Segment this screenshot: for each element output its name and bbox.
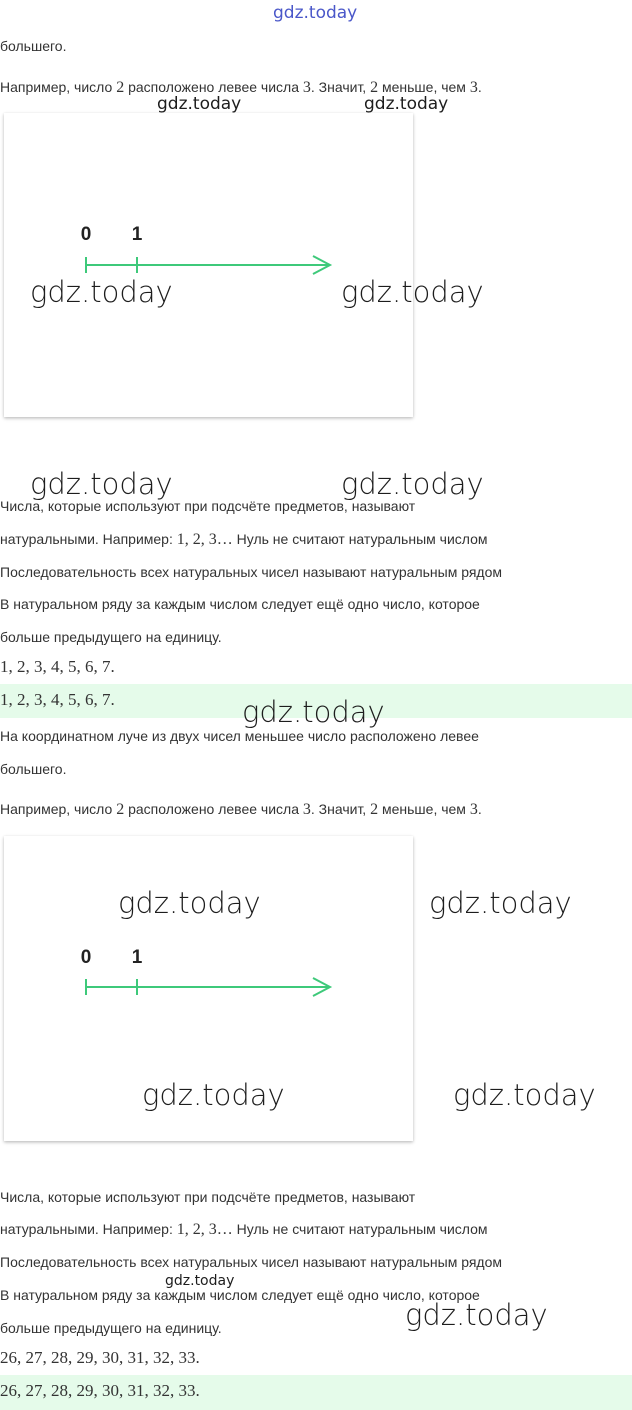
example-sentence: Например, число 2 расположено левее числа 3. Значит, 2 меньше, чем 3.: [0, 79, 482, 96]
definition-line-5: больше предыдущего на единицу.: [0, 629, 222, 645]
coordinate-ray-diagram: [4, 113, 413, 417]
watermark: gdz.today: [30, 467, 173, 501]
watermark: gdz.today: [242, 695, 385, 729]
watermark: gdz.today: [405, 1298, 548, 1332]
rule-line-1: На координатном луче из двух чисел меньшее число расположено левее: [0, 728, 479, 744]
definition-line-4: В натуральном ряду за каждым числом следует ещё одно число, которое: [0, 1287, 480, 1303]
answer-sequence: 26, 27, 28, 29, 30, 31, 32, 33.: [0, 1381, 200, 1400]
watermark: gdz.today: [341, 275, 484, 309]
watermark: gdz.today: [341, 467, 484, 501]
number-sequence: 26, 27, 28, 29, 30, 31, 32, 33.: [0, 1348, 200, 1367]
watermark: gdz.today: [118, 886, 261, 920]
tick-label-one: 1: [131, 224, 143, 245]
definition-line-2: натуральными. Например: 1, 2, 3… Нуль не считают натуральным числом: [0, 1221, 488, 1238]
definition-line-3: Последовательность всех натуральных чисел называют натуральным рядом: [0, 564, 503, 580]
definition-line-1: Числа, которые используют при подсчёте предметов, называют: [0, 498, 416, 514]
definition-line-4: В натуральном ряду за каждым числом следует ещё одно число, которое: [0, 596, 480, 612]
definition-line-3: Последовательность всех натуральных чисел называют натуральным рядом: [0, 1254, 503, 1270]
watermark: gdz.today: [157, 94, 242, 114]
number-sequence: 1, 2, 3, 4, 5, 6, 7.: [0, 657, 115, 676]
tick-label-zero: 0: [80, 947, 92, 968]
definition-line-5: больше предыдущего на единицу.: [0, 1320, 222, 1336]
coordinate-ray-diagram: [4, 836, 413, 1141]
coordinate-ray-card: [4, 113, 413, 417]
watermark: gdz.today: [429, 886, 572, 920]
watermark: gdz.today: [165, 1273, 235, 1289]
watermark: gdz.today: [142, 1078, 285, 1112]
definition-line-1: Числа, которые используют при подсчёте предметов, называют: [0, 1189, 416, 1205]
tick-label-zero: 0: [80, 224, 92, 245]
watermark: gdz.today: [273, 3, 358, 23]
watermark: gdz.today: [364, 94, 449, 114]
watermark: gdz.today: [453, 1078, 596, 1112]
watermark: gdz.today: [30, 275, 173, 309]
rule-line-2: большего.: [0, 761, 67, 777]
lead-text: большего.: [0, 38, 67, 54]
answer-sequence: 1, 2, 3, 4, 5, 6, 7.: [0, 690, 115, 709]
coordinate-ray-card: [4, 836, 413, 1141]
tick-label-one: 1: [131, 947, 143, 968]
definition-line-2: натуральными. Например: 1, 2, 3… Нуль не считают натуральным числом: [0, 531, 488, 548]
example-sentence: Например, число 2 расположено левее числа 3. Значит, 2 меньше, чем 3.: [0, 801, 482, 818]
